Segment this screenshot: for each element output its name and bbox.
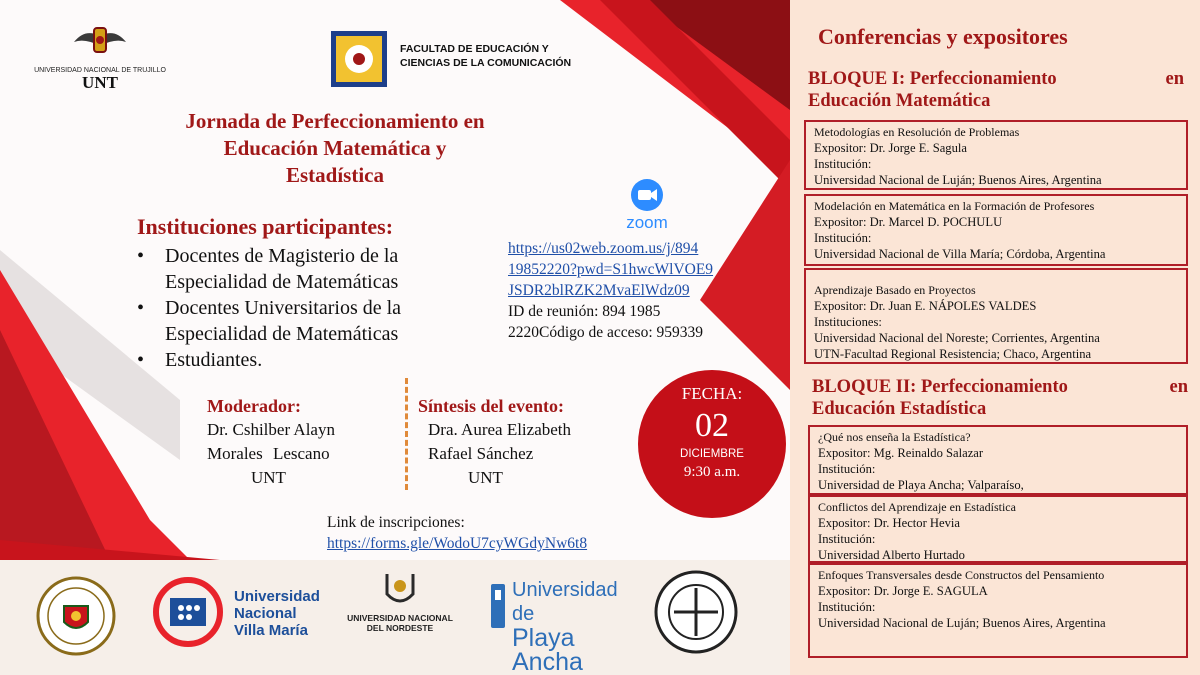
block2-heading-line2: Educación Estadística (812, 399, 987, 419)
talk-card (808, 425, 1188, 495)
synthesis-heading: Síntesis del evento: (418, 396, 564, 416)
unne-logo (338, 572, 462, 642)
date-badge (638, 370, 786, 518)
block2-heading (812, 376, 1188, 420)
unne-name-line2: DEL NORDESTE (366, 623, 434, 633)
block1-heading-line1: BLOQUE I: Perfeccionamiento en (808, 69, 1184, 89)
synthesis-name-line1: Dra. Aurea Elizabeth (428, 420, 572, 439)
registration-link[interactable]: https://forms.gle/WodoU7cyWGdyNw6t8 (327, 535, 588, 552)
unvm-logo (152, 576, 332, 648)
zoom-logo (617, 178, 677, 231)
zoom-camera-icon (630, 178, 664, 212)
unne-name-line1: UNIVERSIDAD NACIONAL (347, 613, 453, 623)
unne-emblem-icon (383, 572, 417, 608)
talk-institution-label: Instituciones: (814, 315, 882, 329)
participant-item: • Docentes de Magisterio de la Especialidad de Matemáticas (137, 243, 497, 295)
date-day: 02 (695, 407, 729, 444)
upla-logo (488, 578, 638, 675)
synthesis-name-line2: Rafael Sánchez (428, 444, 534, 463)
participants-list (137, 243, 497, 373)
talk-speaker: Expositor: Mg. Reinaldo Salazar (818, 446, 984, 460)
zoom-info (508, 238, 788, 343)
event-title (120, 108, 550, 189)
talk-card (808, 563, 1188, 658)
conferences-panel (790, 0, 1200, 675)
date-label: FECHA: (681, 384, 743, 403)
talk-institution-2: UTN-Facultad Regional Resistencia; Chaco, Argentina (814, 347, 1092, 361)
unt-logo (30, 22, 170, 92)
date-time: 9:30 a.m. (683, 464, 741, 480)
talk-institution: Universidad Nacional del Noreste; Corrientes, Argentina (814, 331, 1100, 345)
talk-institution-label: Institución: (814, 231, 872, 245)
unt-small-name: UNIVERSIDAD NACIONAL DE TRUJILLO (34, 67, 166, 74)
registration-label: Link de inscripciones: (327, 514, 465, 531)
date-month: DICIEMBRE (680, 448, 744, 460)
moderator-institution: UNT (251, 468, 286, 487)
block2-heading-line1: BLOQUE II: Perfeccionamiento en (812, 377, 1188, 397)
talk-title: ¿Qué nos enseña la Estadística? (818, 430, 971, 444)
event-title-line1: Jornada de Perfeccionamiento en (185, 109, 485, 133)
upla-emblem-icon (488, 582, 508, 630)
talk-title: Aprendizaje Basado en Proyectos (814, 283, 976, 297)
synthesis-block (418, 394, 638, 490)
conferences-heading: Conferencias y expositores (818, 24, 1068, 49)
talk-card (804, 120, 1188, 190)
zoom-meeting-id: ID de reunión: 894 1985 (508, 303, 661, 320)
talk-institution: Universidad de Playa Ancha; Valparaíso, (818, 478, 1024, 492)
zoom-brand: zoom (626, 213, 668, 232)
talk-institution: Universidad Nacional de Villa María; Córdoba, Argentina (814, 247, 1106, 261)
moderator-name-line1: Dr. Cshilber Alayn (207, 420, 335, 439)
zoom-meeting-link[interactable]: https://us02web.zoom.us/j/894 19852220?pwd=S1hwcWlVOE9 JSDR2blRZK2MvaElWdz09 (508, 240, 714, 299)
talk-title: Conflictos del Aprendizaje en Estadística (818, 500, 1016, 514)
participant-item: • Estudiantes. (137, 347, 497, 373)
talk-speaker: Expositor: Dr. Hector Hevia (818, 516, 960, 530)
faculty-name-line2: CIENCIAS DE LA COMUNICACIÓN (400, 57, 572, 69)
faculty-name-line1: FACULTAD DE EDUCACIÓN Y (400, 43, 549, 55)
talk-speaker: Expositor: Dr. Juan E. NÁPOLES VALDES (814, 299, 1037, 313)
upla-name: Universidad de Playa Ancha (512, 579, 618, 675)
unt-crest-icon (70, 22, 130, 62)
participants-heading: Instituciones participantes: (137, 214, 394, 239)
talk-institution: Universidad Alberto Hurtado (818, 548, 965, 562)
talk-institution: Universidad Nacional de Luján; Buenos Aires, Argentina (814, 173, 1102, 187)
talk-card (804, 268, 1188, 364)
unvm-emblem-icon (152, 576, 224, 648)
faculty-logo (330, 30, 730, 90)
unvm-name: Universidad Nacional Villa María (234, 588, 320, 639)
talk-institution: Universidad Nacional de Luján; Buenos Aires, Argentina (818, 616, 1106, 630)
uah-seal-icon (654, 570, 738, 654)
talk-institution-label: Institución: (818, 600, 876, 614)
faculty-emblem-icon (330, 30, 388, 88)
talk-card (808, 495, 1188, 563)
moderator-heading: Moderador: (207, 396, 301, 416)
talk-speaker: Expositor: Dr. Marcel D. POCHULU (814, 215, 1003, 229)
talk-card (804, 194, 1188, 266)
moderator-name-line2: Morales Lescano (207, 444, 330, 463)
moderator-block (207, 394, 407, 490)
registration-block (327, 512, 727, 554)
talk-institution-label: Institución: (818, 462, 876, 476)
talk-title: Enfoques Transversales desde Constructos del Pensamiento (818, 568, 1105, 582)
participant-item: • Docentes Universitarios de la Especialidad de Matemáticas (137, 295, 497, 347)
unt-acronym: UNT (82, 73, 118, 92)
section-divider (405, 378, 408, 490)
talk-speaker: Expositor: Dr. Jorge E. SAGULA (818, 584, 988, 598)
unlu-seal-icon (36, 576, 116, 656)
talk-title: Modelación en Matemática en la Formación de Profesores (814, 199, 1095, 213)
talk-speaker: Expositor: Dr. Jorge E. Sagula (814, 141, 967, 155)
synthesis-institution: UNT (468, 468, 503, 487)
event-title-line2: Educación Matemática y (223, 136, 447, 160)
event-title-line3: Estadística (285, 163, 384, 187)
talk-title: Metodologías en Resolución de Problemas (814, 125, 1020, 139)
block1-heading (808, 68, 1184, 112)
zoom-access-code: 2220Código de acceso: 959339 (508, 324, 704, 341)
talk-institution-label: Institución: (814, 157, 872, 171)
talk-institution-label: Institución: (818, 532, 876, 546)
participants-section (137, 214, 487, 240)
block1-heading-line2: Educación Matemática (808, 91, 991, 111)
